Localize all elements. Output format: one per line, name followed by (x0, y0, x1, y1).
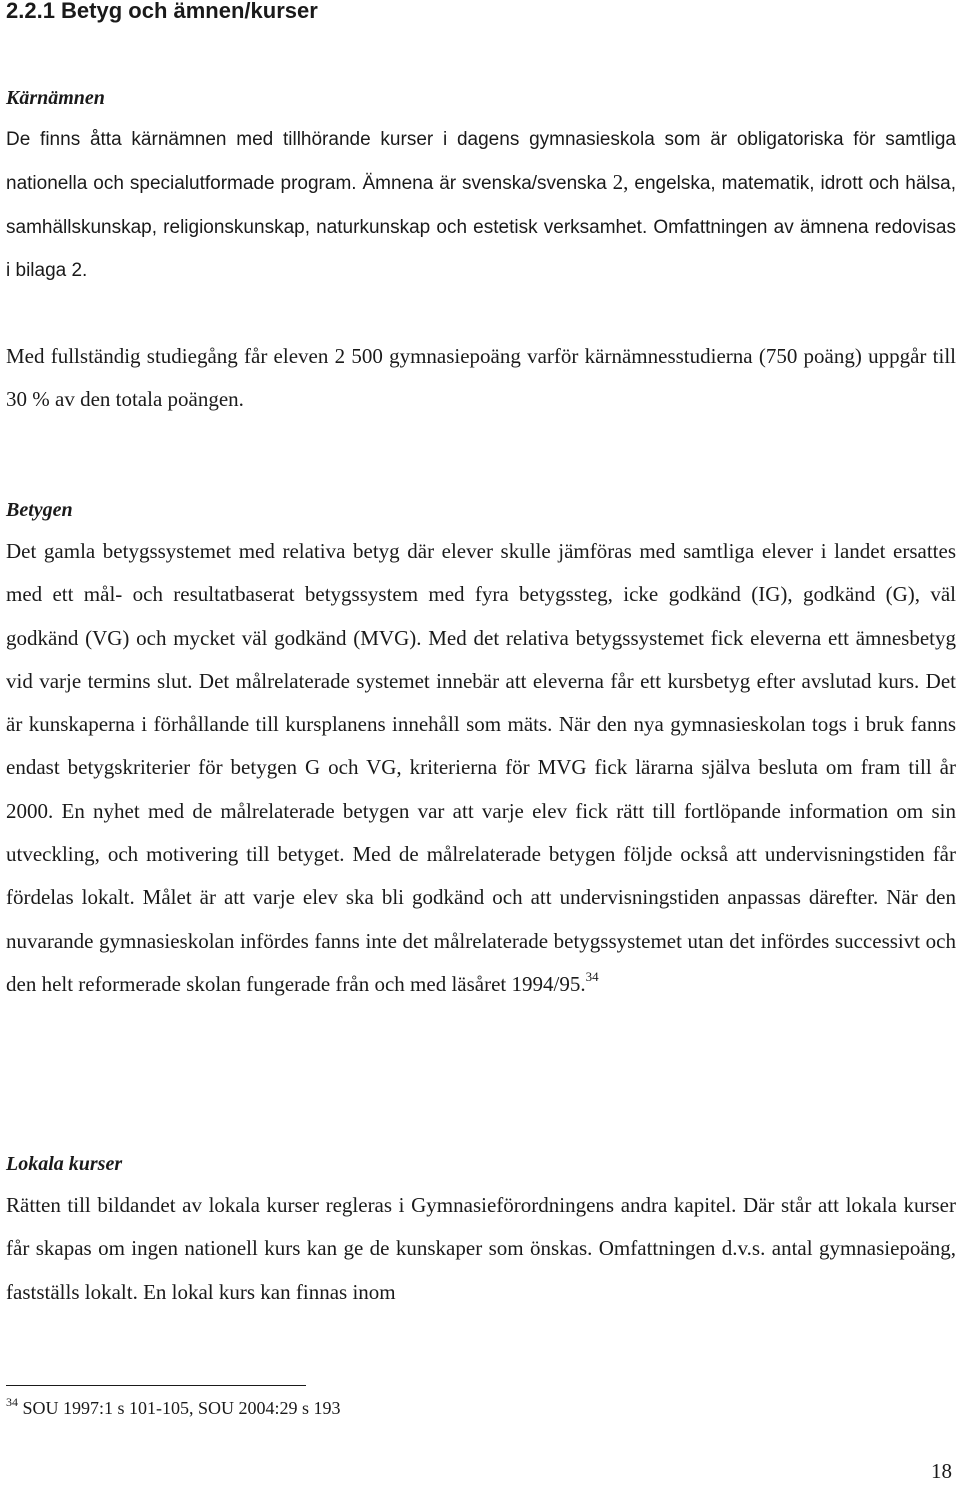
paragraph-betygen-text: Det gamla betygssystemet med relativa betyg där elever skulle jämföras med samtliga elever i landet ersattes med ett mål- och resultatbaserat betygssystem med fyra betygssteg, icke godkänd (IG), godkänd (G), väl godkänd (VG) och mycket väl godkänd (MVG). Med det relativa betygssystemet fick eleverna ett ämnesbetyg vid varje termins slut. Det målrelaterade systemet innebär att eleverna får ett kursbetyg efter avslutad kurs. Det är kunskaperna i förhållande till kursplanens innehåll som mäts. När den nya gymnasieskolan togs i bruk fanns endast betygskriterier för betygen G och VG, kriterierna för MVG fick lärarna själva besluta om fram till år 2000. En nyhet med de målrelaterade betygen var att varje elev fick rätt till fortlöpande information om sin utveckling, och motivering till betyget. Med de målrelaterade betygen följde också att undervisningstiden får fördelas lokalt. Målet är att varje elev ska bli godkänd och att undervisningstiden anpassas därefter. När den nuvarande gymnasieskolan infördes fanns inte det målrelaterade betygssystemet utan det infördes successivt och den helt reformerade skolan fungerade från och med läsåret 1994/95. (6, 539, 956, 996)
footnote-text: SOU 1997:1 s 101-105, SOU 2004:29 s 193 (22, 1398, 341, 1418)
paragraph-karnamnen-intro-part1: De finns åtta kärnämnen med tillhörande kurser i dagens gymnasieskola som är obligatoriska för samtliga nationella och specialutformade program. Ämnena är svenska/svenska (6, 129, 956, 195)
heading-karnamnen: Kärnämnen (6, 87, 105, 109)
footnote-divider (6, 1385, 306, 1386)
paragraph-karnamnen-intro-part2: 2, (606, 170, 629, 195)
paragraph-betygen (6, 530, 956, 1008)
page-number: 18 (931, 1459, 952, 1483)
heading-betygen: Betygen (6, 499, 73, 521)
paragraph-karnamnen-intro (6, 118, 956, 292)
footnote (6, 1397, 341, 1421)
footnote-reference: 34 (585, 968, 599, 984)
paragraph-karnamnen-intro-part3: engelska, matematik, idrott och hälsa, samhällskunskap, religionskunskap, naturkunskap och estetisk verksamhet. Omfattningen av ämnena redovisas i bilaga 2. (6, 173, 956, 281)
paragraph-lokala-kurser: Rätten till bildandet av lokala kurser regleras i Gymnasieförordningens andra kapitel. Där står att lokala kurser får skapas om ingen nationell kurs kan ge de kunskaper som önskas. Omfattningen d.v.s. antal gymnasiepoäng, fastställs lokalt. En lokal kurs kan finnas inom (6, 1193, 956, 1304)
section-heading: 2.2.1 Betyg och ämnen/kurser (6, 0, 318, 23)
paragraph-karnamnen-points: Med fullständig studiegång får eleven 2 500 gymnasiepoäng varför kärnämnesstudierna (750 poäng) uppgår till 30 % av den totala poängen. (6, 344, 956, 412)
footnote-number: 34 (6, 1395, 18, 1409)
heading-lokala-kurser: Lokala kurser (6, 1153, 123, 1175)
